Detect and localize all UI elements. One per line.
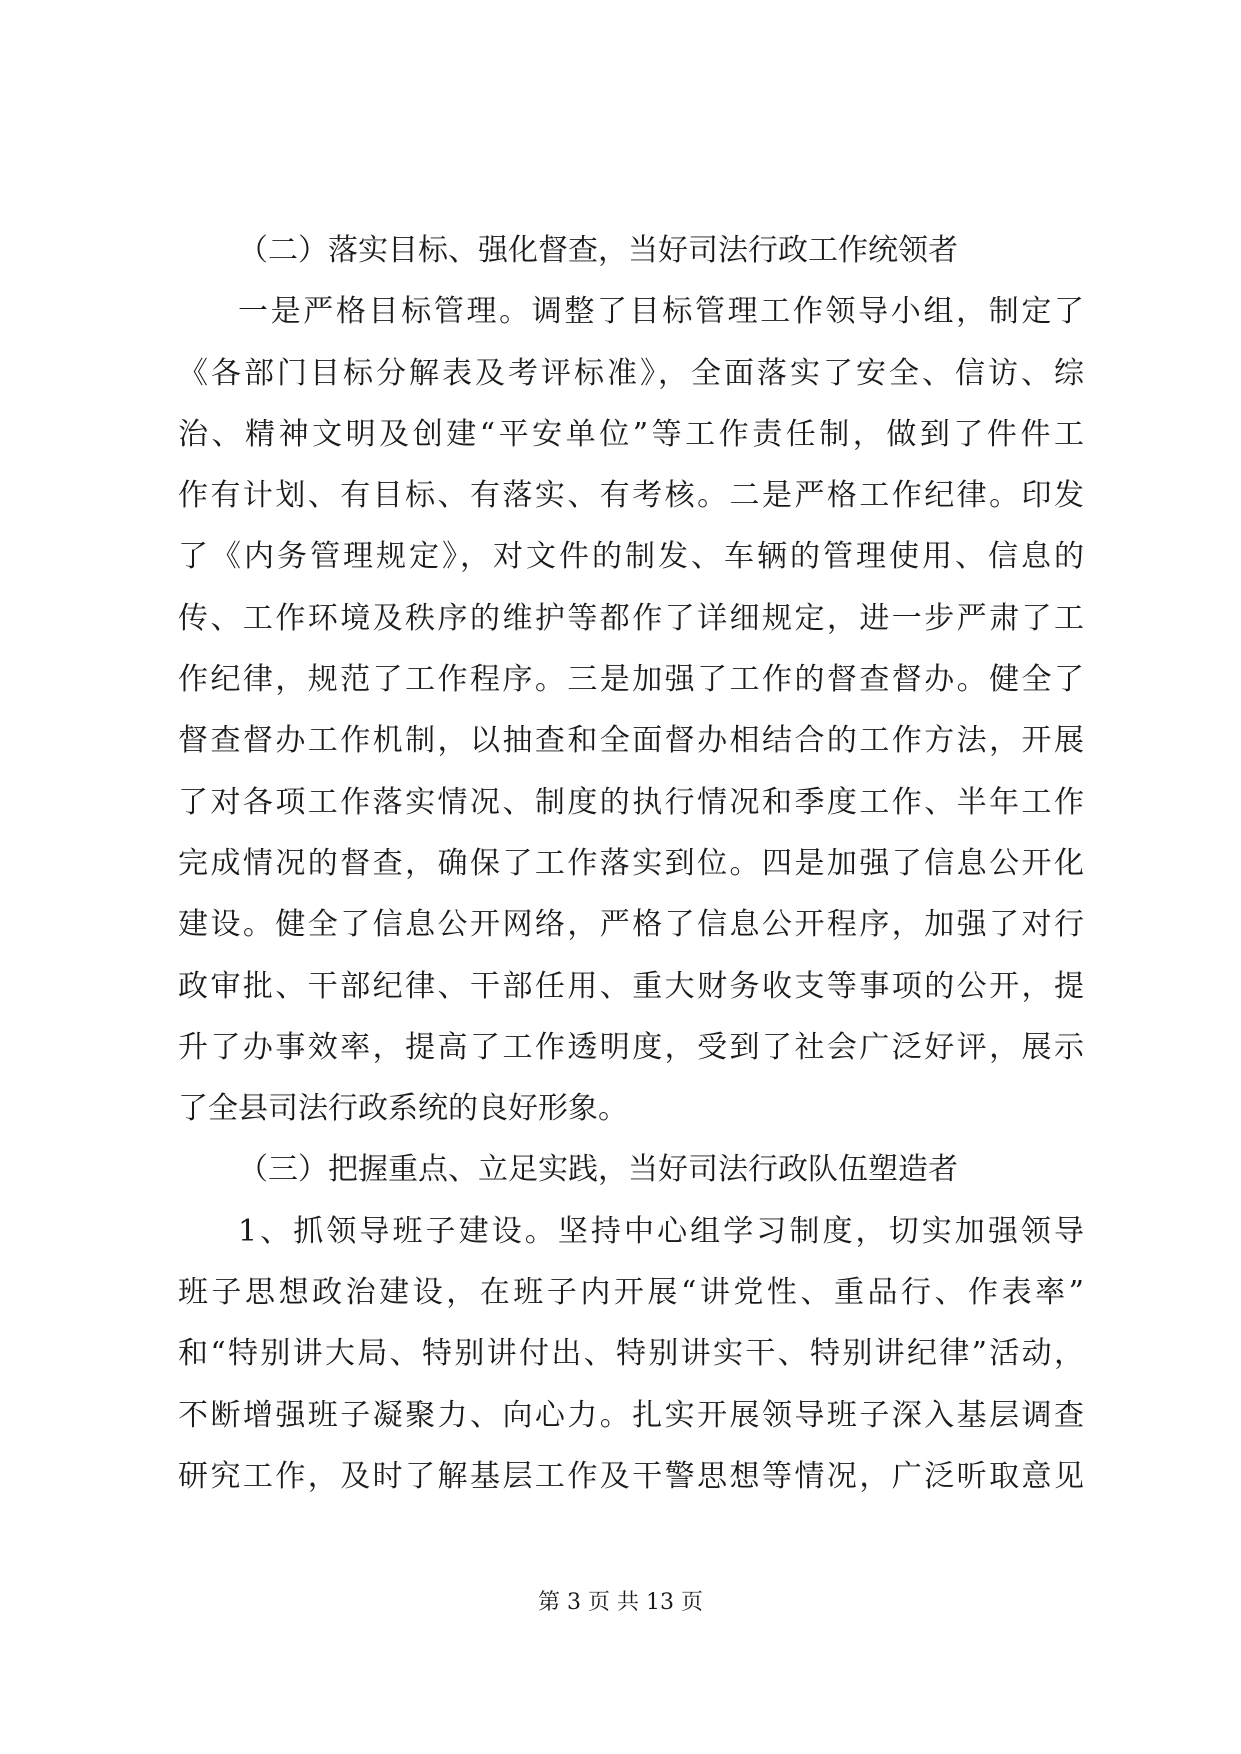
paragraph-line: 班子思想政治建设，在班子内开展“讲党性、重品行、作表率”	[178, 1275, 1084, 1311]
paragraph-line: 了《内务管理规定》，对文件的制发、车辆的管理使用、信息的	[178, 539, 1084, 575]
paragraph-line: 了对各项工作落实情况、制度的执行情况和季度工作、半年工作	[178, 784, 1084, 820]
paragraph-line: 了全县司法行政系统的良好形象。	[178, 1091, 628, 1127]
paragraph-line: 作纪律，规范了工作程序。三是加强了工作的督查督办。健全了	[178, 662, 1084, 698]
paragraph-line: 一是严格目标管理。调整了目标管理工作领导小组，制定了	[238, 294, 1084, 330]
document-body	[178, 220, 1084, 1507]
paragraph-line: 作有计划、有目标、有落实、有考核。二是严格工作纪律。印发	[178, 478, 1084, 514]
paragraph-line: 升了办事效率，提高了工作透明度，受到了社会广泛好评，展示	[178, 1029, 1084, 1065]
section-heading-3: （三）把握重点、立足实践，当好司法行政队伍塑造者	[238, 1152, 958, 1188]
paragraph-line: 完成情况的督查，确保了工作落实到位。四是加强了信息公开化	[178, 845, 1084, 881]
paragraph-line: 研究工作，及时了解基层工作及干警思想等情况，广泛听取意见	[178, 1458, 1084, 1494]
paragraph-line: 传、工作环境及秩序的维护等都作了详细规定，进一步严肃了工	[178, 600, 1084, 636]
paragraph-line: 督查督办工作机制，以抽查和全面督办相结合的工作方法，开展	[178, 723, 1084, 759]
paragraph-line: 治、精神文明及创建“平安单位”等工作责任制，做到了件件工	[178, 416, 1084, 452]
section-heading-2: （二）落实目标、强化督查，当好司法行政工作统领者	[238, 233, 958, 268]
paragraph-line: 建设。健全了信息公开网络，严格了信息公开程序，加强了对行	[178, 907, 1084, 943]
paragraph-line: 政审批、干部纪律、干部任用、重大财务收支等事项的公开，提	[178, 968, 1084, 1004]
paragraph-line: 《各部门目标分解表及考评标准》，全面落实了安全、信访、综	[178, 355, 1084, 391]
paragraph-line: 不断增强班子凝聚力、向心力。扎实开展领导班子深入基层调查	[178, 1397, 1084, 1433]
page-footer: 第 3 页 共 13 页	[538, 1590, 703, 1615]
paragraph-line: 和“特别讲大局、特别讲付出、特别讲实干、特别讲纪律”活动，	[178, 1336, 1084, 1372]
paragraph-line: 1、抓领导班子建设。坚持中心组学习制度，切实加强领导	[238, 1213, 1084, 1249]
